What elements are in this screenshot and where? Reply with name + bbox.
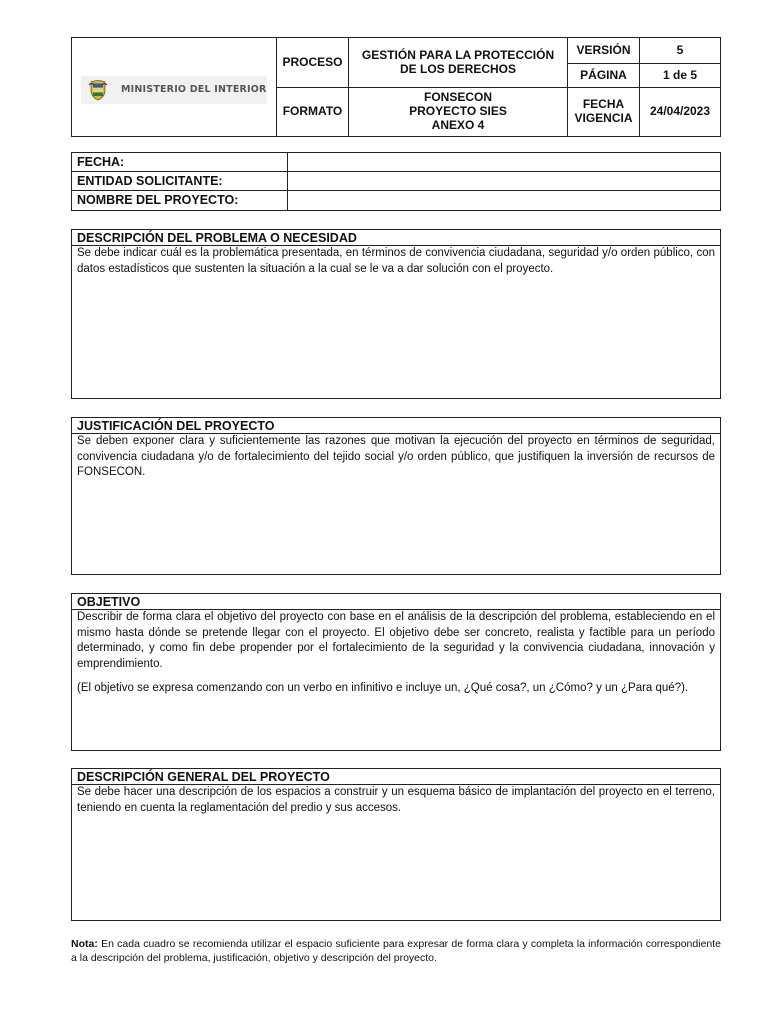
section-objetivo-text-2: (El objetivo se expresa comenzando con un verbo en infinitivo e incluye un, ¿Qué cosa?, un ¿Cómo? y un ¿Para qué?). xyxy=(77,682,689,695)
entidad-label: ENTIDAD SOLICITANTE: xyxy=(77,174,223,188)
fecha-row xyxy=(72,153,720,172)
section-objetivo-body xyxy=(72,610,720,697)
note-text: En cada cuadro se recomienda utilizar el espacio suficiente para expresar de forma clara y completa la información correspondiente a la descripción del problema, justificación, objetivo y descripción del proyecto. xyxy=(71,938,721,964)
version-value: 5 xyxy=(676,42,684,57)
section-descripcion-general-text: Se debe hacer una descripción de los espacios a construir y un esquema básico de implantación del proyecto en el terreno, teniendo en cuenta la reglamentación del predio y sus accesos. xyxy=(77,786,715,814)
project-info-table xyxy=(71,152,721,211)
note-label: Nota: xyxy=(71,938,98,950)
fecha-vigencia-value: 24/04/2023 xyxy=(649,104,711,119)
proceso-value: GESTIÓN PARA LA PROTECCIÓN DE LOS DERECHOS xyxy=(361,47,555,76)
section-problema-title: DESCRIPCIÓN DEL PROBLEMA O NECESIDAD xyxy=(72,230,720,246)
section-problema-body xyxy=(72,246,720,277)
formato-line-3: ANEXO 4 xyxy=(431,117,485,132)
section-objetivo-text-1: Describir de forma clara el objetivo del proyecto con base en el análisis de la descripción del problema, estableciendo en el mismo hasta dónde se pretende llegar con el proyecto. El objetivo debe ser concreto, realista y factible para un período determinado, y como fin debe propender por el fortalecimiento de la seguridad y la convivencia ciudadana, innovación y emprendimiento. xyxy=(77,611,715,670)
section-problema xyxy=(71,229,721,399)
section-justificacion-text: Se deben exponer clara y suficientemente las razones que motivan la ejecución del proyecto en términos de seguridad, convivencia ciudadana y/o de fortalecimiento del tejido social y/o orden público, que justifiquen la inversión de recursos de FONSECON. xyxy=(77,435,715,479)
pagina-value: 1 de 5 xyxy=(662,67,698,82)
formato-line-1: FONSECON xyxy=(423,90,492,105)
section-justificacion-body xyxy=(72,434,720,481)
section-descripcion-general xyxy=(71,768,721,921)
version-label: VERSIÓN xyxy=(576,42,631,57)
section-objetivo xyxy=(71,593,721,751)
section-descripcion-general-body xyxy=(72,785,720,816)
pagina-label: PÁGINA xyxy=(580,67,627,82)
ministry-logo xyxy=(81,76,267,104)
formato-line-2: PROYECTO SIES xyxy=(409,104,507,119)
ministry-name: MINISTERIO DEL INTERIOR xyxy=(121,83,267,95)
formato-label: FORMATO xyxy=(282,104,343,119)
fecha-vigencia-label-line-1: FECHA xyxy=(582,97,625,112)
logo-cell xyxy=(72,38,277,136)
nombre-row xyxy=(72,191,720,210)
section-problema-text: Se debe indicar cuál es la problemática presentada, en términos de convivencia ciudadana, seguridad y/o orden público, con datos estadísticos que sustenten la situación a la cual se le va a dar solución con el proyecto. xyxy=(77,247,715,275)
coat-of-arms-icon xyxy=(87,79,109,101)
document-header xyxy=(71,37,721,137)
section-descripcion-general-title: DESCRIPCIÓN GENERAL DEL PROYECTO xyxy=(72,769,720,785)
proceso-label: PROCESO xyxy=(282,54,343,69)
footer-note xyxy=(71,937,721,965)
entidad-row xyxy=(72,172,720,191)
fecha-vigencia-label xyxy=(568,88,639,136)
section-justificacion xyxy=(71,417,721,575)
formato-value xyxy=(349,88,567,136)
fecha-vigencia-label-line-2: VIGENCIA xyxy=(574,111,633,125)
section-justificacion-title: JUSTIFICACIÓN DEL PROYECTO xyxy=(72,418,720,434)
nombre-label: NOMBRE DEL PROYECTO: xyxy=(77,193,239,207)
fecha-label: FECHA: xyxy=(77,155,125,169)
section-objetivo-title: OBJETIVO xyxy=(72,594,720,610)
